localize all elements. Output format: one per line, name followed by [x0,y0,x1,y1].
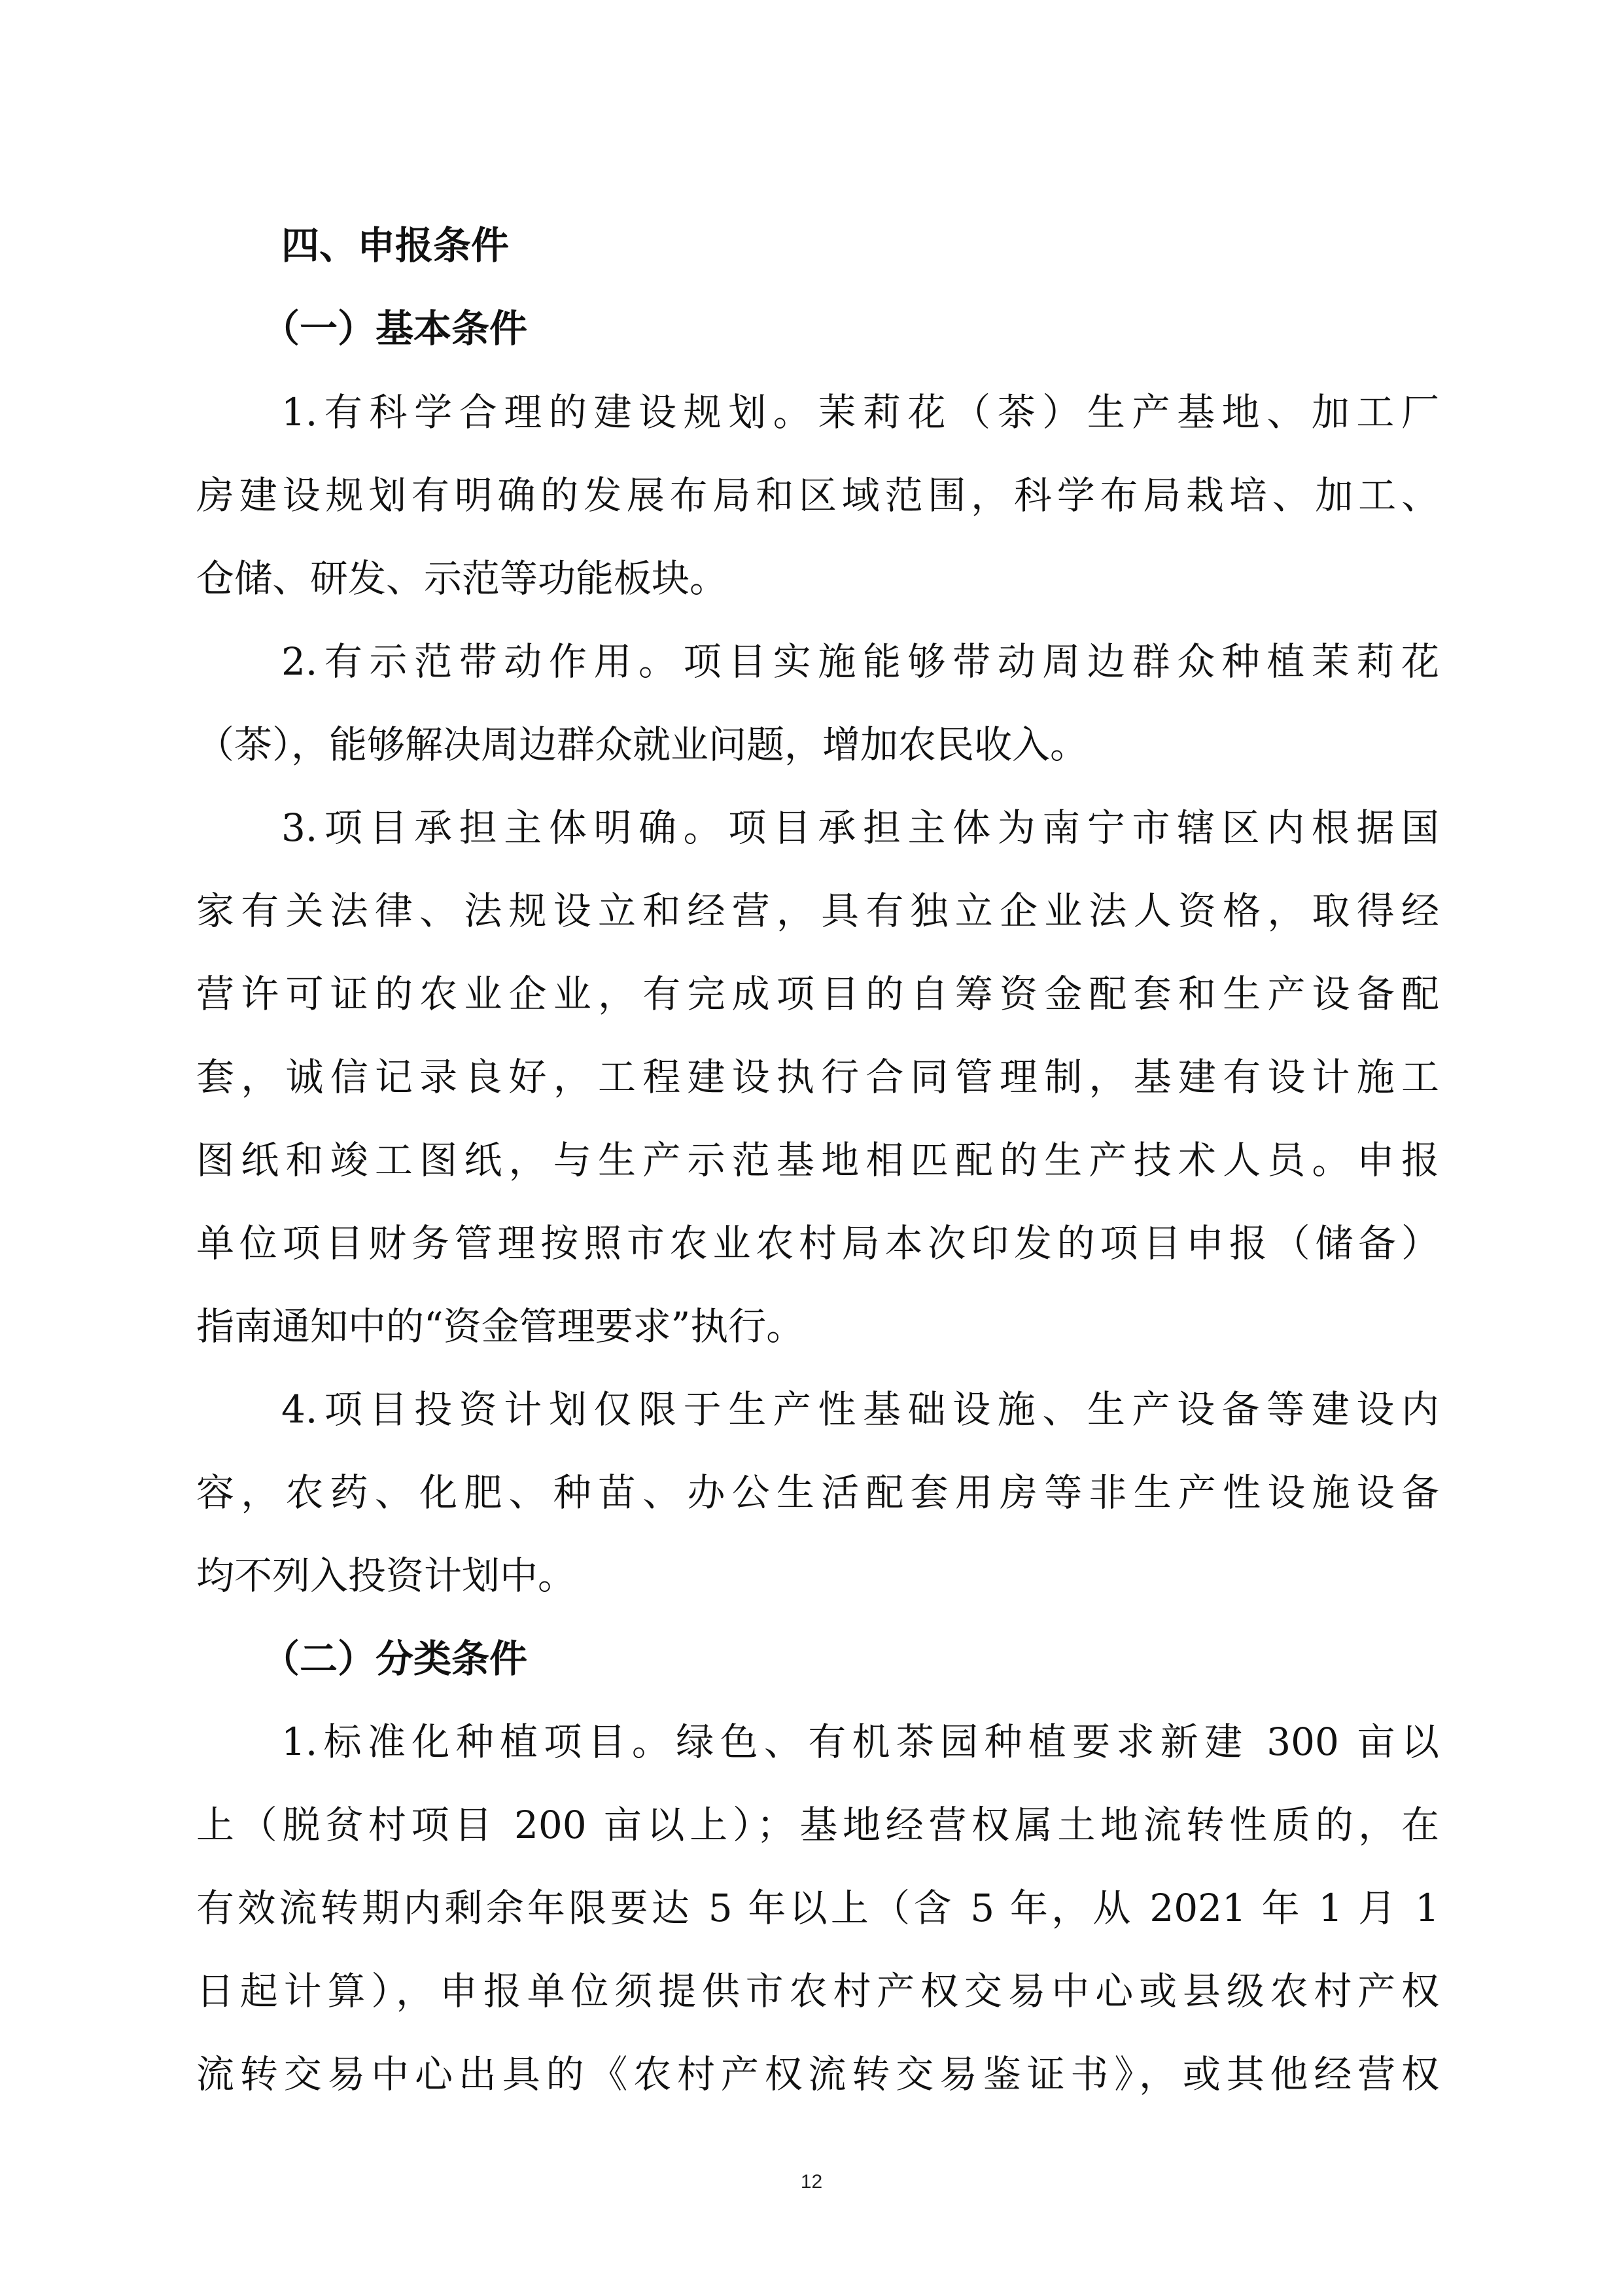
paragraph-line: 2.有示范带动作用。项目实施能够带动周边群众种植茉莉花 [281,639,1439,684]
paragraph-line: 均不列入投资计划中。 [196,1553,576,1598]
paragraph-line: 流转交易中心出具的《农村产权流转交易鉴证书》，或其他经营权 [196,2052,1439,2096]
paragraph-line: 有效流转期内剩余年限要达 5 年以上（含 5 年，从 2021 年 1 月 1 [196,1886,1439,1930]
paragraph-line: 套，诚信记录良好，工程建设执行合同管理制，基建有设计施工 [196,1055,1439,1099]
paragraph-line: 4.项目投资计划仅限于生产性基础设施、生产设备等建设内 [281,1387,1439,1432]
paragraph-line: 仓储、研发、示范等功能板块。 [196,556,728,601]
subsection-heading-basic: （一）基本条件 [262,306,528,351]
paragraph-line: 1.有科学合理的建设规划。茉莉花（茶）生产基地、加工厂 [281,390,1439,434]
paragraph-line: 图纸和竣工图纸，与生产示范基地相匹配的生产技术人员。申报 [196,1138,1439,1182]
paragraph-line: 家有关法律、法规设立和经营，具有独立企业法人资格，取得经 [196,889,1439,933]
paragraph-line: 1.标准化种植项目。绿色、有机茶园种植要求新建 300 亩以 [281,1720,1439,1764]
paragraph-line: 容，农药、化肥、种苗、办公生活配套用房等非生产性设施设备 [196,1470,1439,1515]
paragraph-line: 3.项目承担主体明确。项目承担主体为南宁市辖区内根据国 [281,805,1439,850]
paragraph-line: 房建设规划有明确的发展布局和区域范围，科学布局栽培、加工、 [196,473,1439,518]
paragraph-line: 上（脱贫村项目 200 亩以上）；基地经营权属土地流转性质的，在 [196,1803,1439,1847]
section-heading: 四、申报条件 [281,223,510,268]
page-number: 12 [800,2171,823,2193]
paragraph-line: 日起计算），申报单位须提供市农村产权交易中心或县级农村产权 [196,1969,1439,2013]
paragraph-line: 营许可证的农业企业，有完成项目的自筹资金配套和生产设备配 [196,972,1439,1016]
paragraph-line: （茶），能够解决周边群众就业问题，增加农民收入。 [196,722,1089,767]
subsection-heading-category: （二）分类条件 [262,1636,528,1681]
paragraph-line: 单位项目财务管理按照市农业农村局本次印发的项目申报（储备） [196,1221,1439,1265]
paragraph-line: 指南通知中的“资金管理要求”执行。 [196,1304,805,1349]
